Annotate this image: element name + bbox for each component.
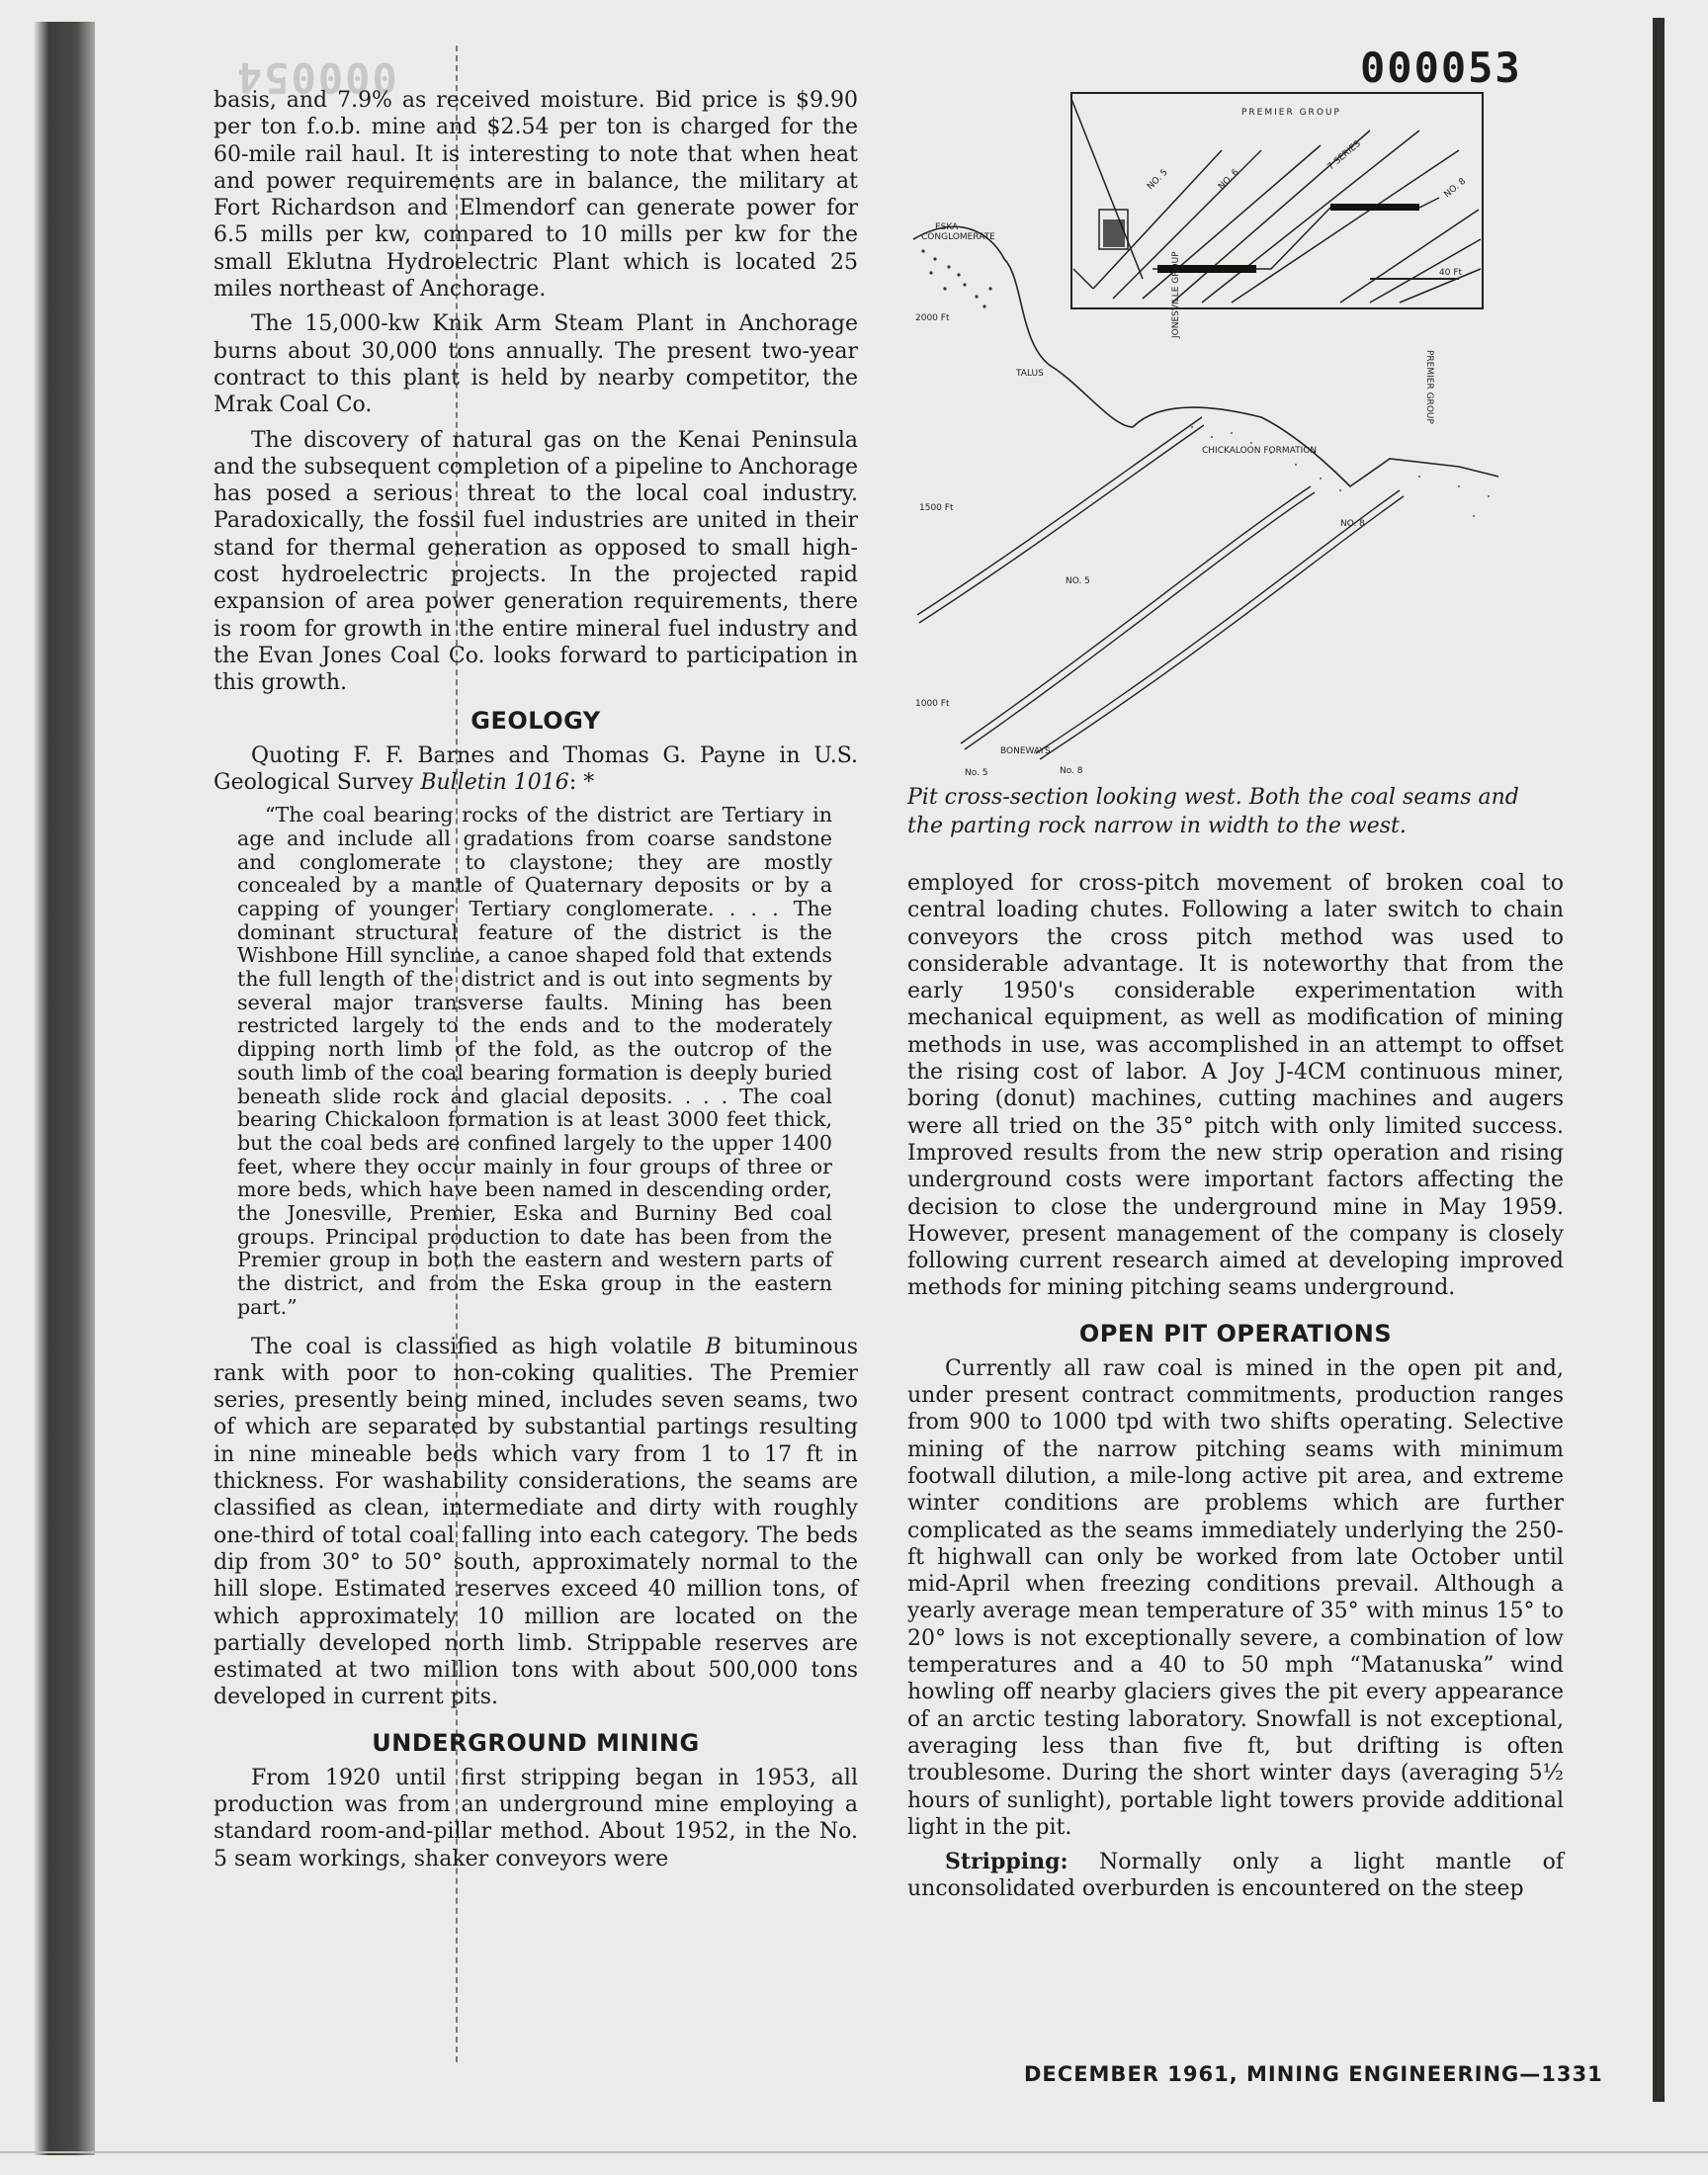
geology-quote: “The coal bearing rocks of the district are Tertiary in age and include all gradations from coarse sandstone and conglomerate to claystone; they are mostly concealed by a mantle of Quaternary deposits or by a capping of younger Tertiary conglomerate. . . . The dominant structural feature of the district is the Wishbone Hill syncline, a canoe shaped fold that extends the full length of the district and is out into segments by several major transverse faults. Mining has been restricted largely to the ends and to the moderately dipping north limb of the fold, as the outcrop of the south limb of the coal bearing formation is deeply buried beneath slide rock and glacial deposits. . . . The coal bearing Chickaloon formation is at least 3000 feet thick, but the coal beds are confined largely to the upper 1400 feet, where they occur mainly in four groups of three or more beds, which have been named in descending order, the Jonesville, Premier, Eska and Burniny Bed coal groups. Principal production to date has been from the Premier group in both the eastern and western parts of the district, and from the Eska group in the eastern part.” [237,803,832,1319]
heading-geology: GEOLOGY [470,706,601,735]
heading-open-pit-operations: OPEN PIT OPERATIONS [1078,1319,1393,1348]
figure-caption: Pit cross-section looking west. Both the coal seams and the parting rock narrow in width to the west. [907,785,1519,838]
pit-cross-section-figure [905,91,1558,783]
label-1500ft: 1500 Ft [919,503,954,513]
left-column [214,87,858,1880]
classification-suffix: bituminous rank with poor to non-coking qualities. The Premier series, presently being mined, includes seven seams, two of which are separated by substantial partings resulting in nine mineable beds which vary from 1 to 17 ft in thickness. For washability considerations, the seams are classified as clean, intermediate and dirty with roughly one-third of total coal falling into each category. The beds dip from 30° to 50° south, approximately normal to the hill slope. Estimated reserves exceed 40 million tons, of which approximately 10 million are located on the partially developed north limb. Strippable reserves are estimated at two million tons with about 500,000 tons developed in current pits. [214,1334,858,1710]
scan-edge-right [1653,18,1665,2102]
label-chickaloon: CHICKALOON FORMATION [1202,446,1318,456]
stripping-run-in: Stripping: [945,1849,1068,1875]
paragraph-natural-gas: The discovery of natural gas on the Kenai Peninsula and the subsequent completion of a pipeline to Anchorage has posed a serious threat to the local coal industry. Paradoxically, the fossil fuel industries are united in their stand for thermal generation as opposed to small high-cost hydroelectric projects. In the projected rapid expansion of area power generation requirements, there is room for growth in the entire mineral fuel industry and the Evan Jones Coal Co. looks forward to participation in this growth. [214,427,858,696]
geology-intro-suffix: : * [568,769,595,795]
paragraph-intro: basis, and 7.9% as received moisture. Bid price is $9.90 per ton f.o.b. mine and $2.54 per ton is charged for the 60-mile rail haul. It is interesting to note that when heat and power requirements are in balance, the military at Fort Richardson and Elmendorf can generate power for 6.5 mills per kw, compared to 10 mills per kw for the small Eklutna Hydroelectric Plant which is located 25 miles northeast of Anchorage. [214,88,858,303]
classification-rank: B [705,1334,722,1359]
scan-binding-shadow [34,22,95,2155]
label-boneways: BONEWAYS [1000,746,1051,756]
inset-label-no8: NO. 8 [1442,176,1469,201]
chickaloon-stipple [1191,426,1490,517]
label-2000ft: 2000 Ft [915,313,950,323]
paragraph-knik-arm: The 15,000-kw Knik Arm Steam Plant in Anchorage burns about 30,000 tons annually. The present two-year contract to this plant is held by nearby competitor, the Mrak Coal Co. [214,311,858,418]
page-footer: DECEMBER 1961, MINING ENGINEERING—1331 [1024,2062,1603,2086]
label-talus: TALUS [1016,369,1044,379]
paragraph-continuation: employed for cross-pitch movement of broken coal to central loading chutes. Following a later switch to chain conveyors the cross pitch method was used to considerable advantage. It is noteworthy that from the early 1950's considerable experimentation with mechanical equipment, as well as modification of mining methods in use, was accomplished in an attempt to offset the rising cost of labor. A Joy J-4CM continuous miner, boring (donut) machines, cutting machines and augers were all tried on the 35° pitch with only limited success. Improved results from the new strip operation and rising underground costs were important factors affecting the decision to close the underground mine in May 1959. However, present management of the company is closely following current research aimed at developing improved methods for mining pitching seams underground. [907,871,1564,1301]
right-column [907,870,1564,1911]
label-no8: NO. 8 [1340,519,1365,529]
inset-label-no6: NO. 6 [1217,167,1241,193]
label-conglomerate: CONGLOMERATE [921,232,995,242]
paragraph-underground: From 1920 until first stripping began in 1953, all production was from an underground mine employing a standard room-and-pillar method. About 1952, in the No. 5 seam workings, shaker conveyors were [214,1765,858,1871]
heading-underground-mining: UNDERGROUND MINING [372,1728,700,1757]
label-eska: ESKA [935,222,959,232]
inset-frame [1071,93,1483,308]
inset-label-7-series: 7 SERIES [1325,138,1363,173]
inset-strata [1071,99,1481,303]
label-premier-group: PREMIER GROUP [1424,350,1434,424]
inset-scale-label: 40 Ft [1439,268,1463,278]
label-no5-bottom: No. 5 [965,768,988,778]
label-jonesville: JONESVILLE GROUP [1171,251,1181,338]
classification-prefix: The coal is classified as high volatile [251,1334,706,1359]
paragraph-open-pit: Currently all raw coal is mined in the open pit and, under present contract commitments, production ranges from 900 to 1000 tpd with two shifts operating. Selective mining of the narrow pitching seams with minimum footwall dilution, a mile-long active pit area, and extreme winter conditions are problems which are further complicated as the seams immediately underlying the 250-ft highwall can only be worked from late October until mid-April when freezing conditions prevail. Although a yearly average mean temperature of 35° with minus 15° to 20° lows is not exceptionally severe, a combination of low temperatures and a 40 to 50 mph “Matanuska” wind howling off nearby glaciers gives the pit every appearance of an arctic testing laboratory. Snowfall is not exceptional, averaging less than five ft, but drifting is often troublesome. During the short winter days (averaging 5½ hours of sunlight), portable light towers provide additional light in the pit. [907,1355,1564,1840]
label-no5: NO. 5 [1066,576,1090,586]
paragraph-classification [214,1334,858,1711]
label-no8-bottom: No. 8 [1060,766,1083,776]
stripping-text: Normally only a light mantle of unconsolidated overburden is encountered on the steep [907,1850,1564,1902]
page-stamp: 000053 [1360,44,1522,92]
geology-intro-prefix: Quoting F. F. Barnes and Thomas G. Payne in U.S. Geological Survey [214,742,858,795]
page-stamp-faded: 000054 [235,53,397,102]
inset-title: PREMIER GROUP [1241,108,1341,118]
paragraph-stripping [907,1849,1564,1903]
inset-coal-benches [1103,204,1419,273]
scan-edge-bottom [0,2151,1708,2153]
paragraph-geology-intro [214,742,858,797]
inset-label-no5: NO. 5 [1146,167,1170,193]
conglomerate-dots [921,249,991,307]
label-1000ft: 1000 Ft [915,699,950,709]
bulletin-title: Bulletin 1016 [420,769,569,795]
